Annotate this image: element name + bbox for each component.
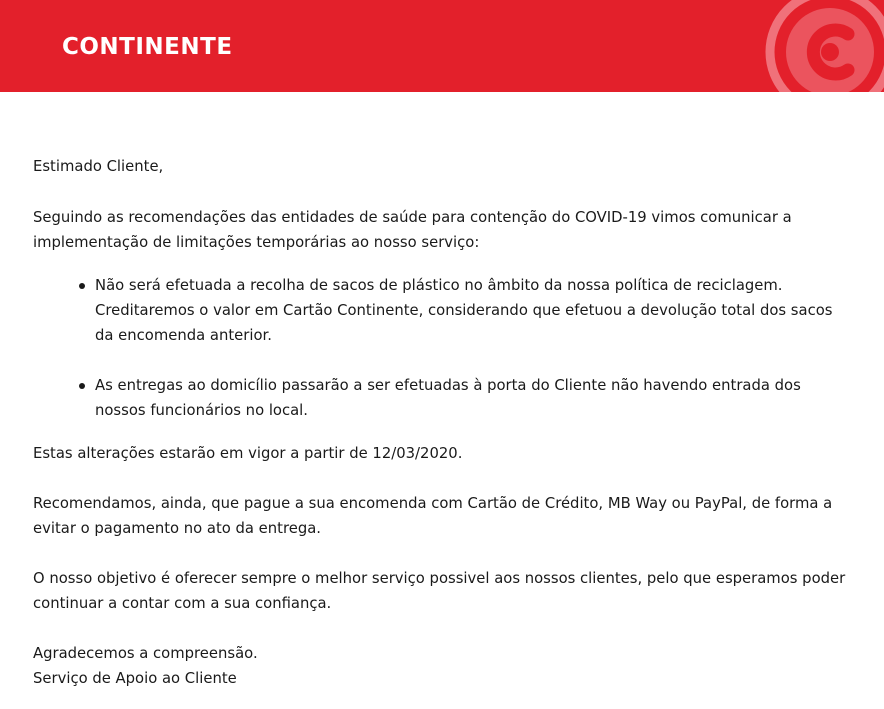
list-item: [33, 273, 853, 348]
email-header: [0, 0, 884, 92]
effective-date-paragraph: Estas alterações estarão em vigor a partir de 12/03/2020.: [33, 445, 463, 462]
continente-logo: CONTINENTE: [62, 34, 233, 60]
objective-paragraph: O nosso objetivo é oferecer sempre o melhor serviço possivel aos nossos clientes, pelo que esperamos poder continuar a contar com a sua confiança.: [33, 570, 846, 612]
bullet-text: As entregas ao domicílio passarão a ser efetuadas à porta do Cliente não havendo entrada dos nossos funcionários no local.: [95, 377, 801, 419]
list-item: [33, 373, 853, 423]
greeting: Estimado Cliente,: [33, 158, 164, 175]
payment-recommendation-paragraph: Recomendamos, ainda, que pague a sua encomenda com Cartão de Crédito, MB Way ou PayPal, de forma a evitar o pagamento no ato da entrega.: [33, 495, 833, 537]
limitations-list: [33, 273, 853, 348]
bullet-text: Não será efetuada a recolha de sacos de plástico no âmbito da nossa política de reciclagem. Creditaremos o valor em Cartão Continente, considerando que efetuou a devolução total dos sacos da encomenda anterior.: [95, 277, 833, 344]
limitations-list-2: [33, 373, 853, 423]
signature-line: Serviço de Apoio ao Cliente: [33, 670, 237, 687]
thanks-line: Agradecemos a compreensão.: [33, 645, 258, 662]
intro-paragraph: Seguindo as recomendações das entidades de saúde para contenção do COVID-19 vimos comunicar a implementação de limitações temporárias ao nosso serviço:: [33, 209, 792, 251]
continente-emblem-icon: [760, 0, 884, 92]
